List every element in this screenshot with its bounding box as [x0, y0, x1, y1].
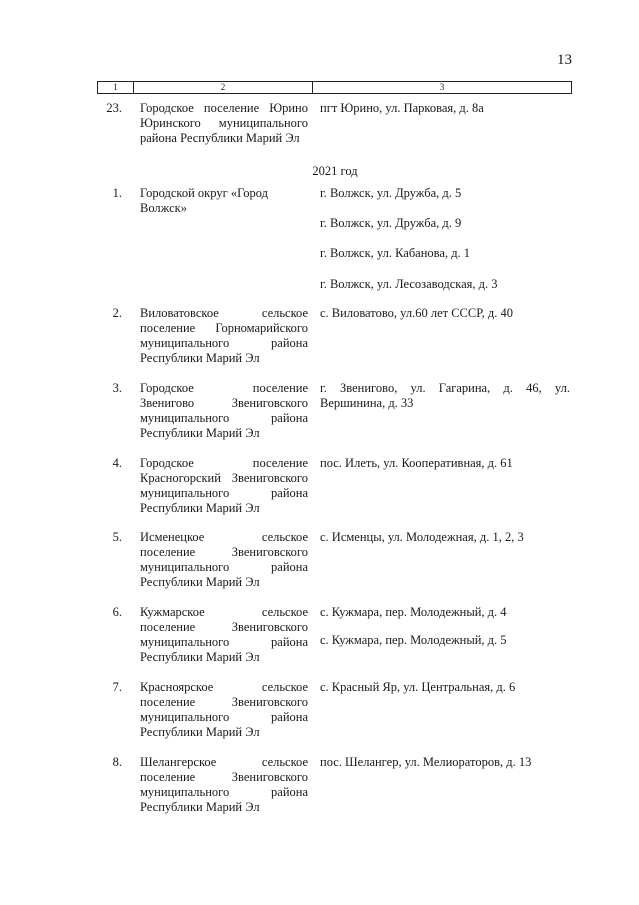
- table-header: [97, 81, 572, 94]
- row-name: Городской округ «Город Волжск»: [140, 186, 268, 215]
- header-col-2: 2: [134, 82, 313, 94]
- row-number: 7.: [112, 680, 122, 694]
- row-number: 2.: [112, 306, 122, 320]
- row-number: 5.: [112, 530, 122, 544]
- row-address: пгт Юрино, ул. Парковая, д. 8а: [320, 101, 484, 115]
- row-address: г. Волжск, ул. Дружба, д. 9: [320, 216, 462, 230]
- page-number: 13: [557, 52, 572, 68]
- row-name: Шелангерское сельское поселение Звениговского муниципального района Республики Марий Эл: [140, 755, 308, 814]
- row-number: 8.: [112, 755, 122, 769]
- row-name: Городское поселение Звенигово Звениговского муниципального района Республики Марий Эл: [140, 381, 308, 440]
- row-address: г. Звенигово, ул. Гагарина, д. 46, ул. Вершинина, д. 33: [320, 381, 570, 410]
- year-heading: 2021 год: [312, 164, 358, 178]
- row-number: 6.: [112, 605, 122, 619]
- row-address: с. Кужмара, пер. Молодежный, д. 5: [320, 633, 507, 647]
- row-name: Городское поселение Красногорский Звениговского муниципального района Республики Марий Эл: [140, 456, 308, 515]
- row-name: Кужмарское сельское поселение Звениговского муниципального района Республики Марий Эл: [140, 605, 308, 664]
- row-address: с. Красный Яр, ул. Центральная, д. 6: [320, 680, 516, 694]
- header-col-3: 3: [313, 82, 572, 94]
- row-address: с. Кужмара, пер. Молодежный, д. 4: [320, 605, 507, 619]
- row-number: 1.: [112, 186, 122, 200]
- row-name: Виловатовское сельское поселение Горномарийского муниципального района Республики Марий Эл: [140, 306, 308, 365]
- row-number: 3.: [112, 381, 122, 395]
- row-address: г. Волжск, ул. Лесозаводская, д. 3: [320, 277, 498, 291]
- row-name: Красноярское сельское поселение Звениговского муниципального района Республики Марий Эл: [140, 680, 308, 739]
- row-name: Исменецкое сельское поселение Звениговского муниципального района Республики Марий Эл: [140, 530, 308, 589]
- row-address-list: [320, 755, 570, 770]
- row-address: с. Виловатово, ул.60 лет СССР, д. 40: [320, 306, 513, 320]
- row-address-list: [320, 530, 570, 545]
- row-address: г. Волжск, ул. Дружба, д. 5: [320, 186, 462, 200]
- row-address-list: [320, 381, 570, 411]
- row-address-list: [320, 101, 570, 116]
- header-col-1: 1: [98, 82, 134, 94]
- row-address: г. Волжск, ул. Кабанова, д. 1: [320, 246, 471, 260]
- row-address-list: [320, 306, 570, 321]
- row-address: пос. Шелангер, ул. Мелиораторов, д. 13: [320, 755, 532, 769]
- row-address: пос. Илеть, ул. Кооперативная, д. 61: [320, 456, 513, 470]
- row-number: 4.: [112, 456, 122, 470]
- row-name: Городское поселение Юрино Юринского муниципального района Республики Марий Эл: [140, 101, 308, 145]
- row-address-list: [320, 605, 570, 648]
- row-address-list: [320, 186, 570, 292]
- row-number: 23.: [106, 101, 122, 115]
- row-address-list: [320, 456, 570, 471]
- row-address-list: [320, 680, 570, 695]
- row-address: с. Исменцы, ул. Молодежная, д. 1, 2, 3: [320, 530, 524, 544]
